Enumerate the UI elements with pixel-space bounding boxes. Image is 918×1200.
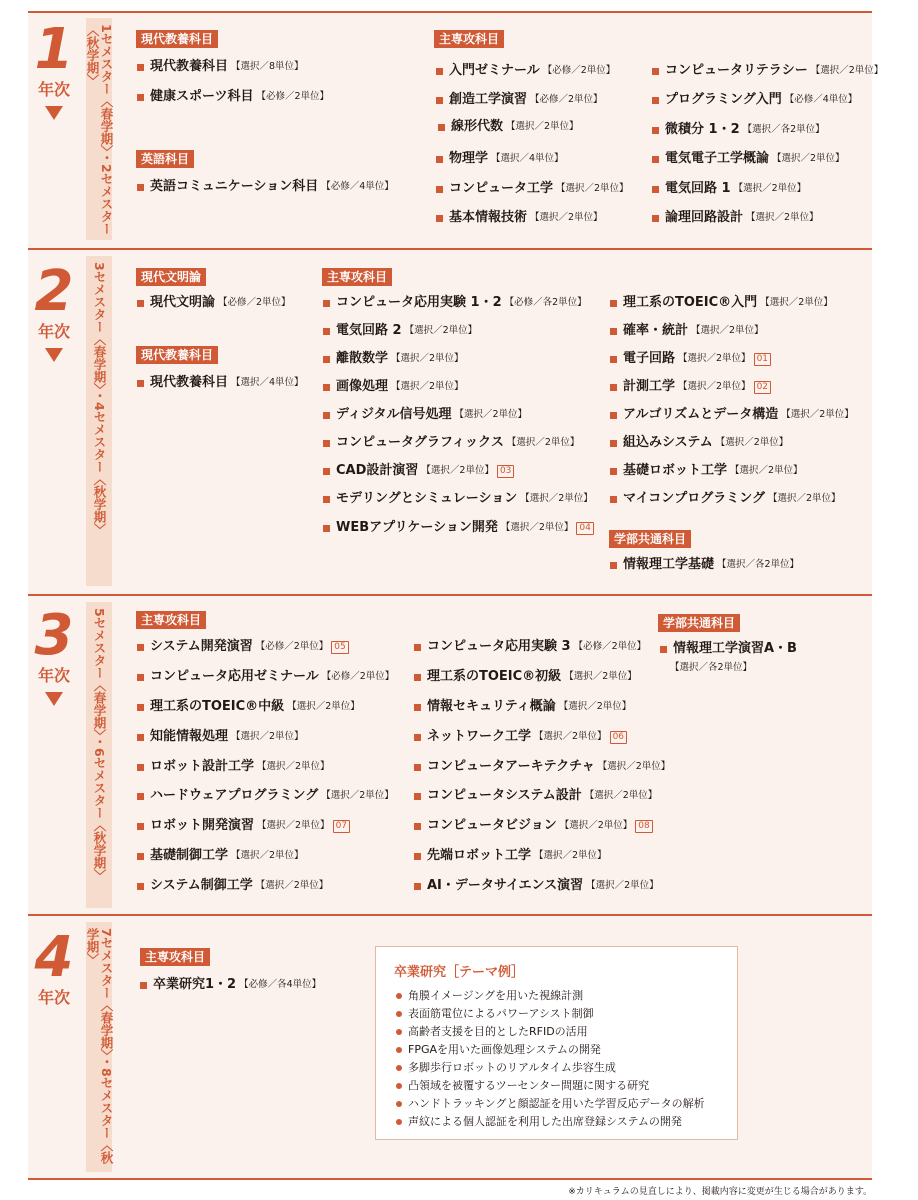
- course-item: モデリングとシミュレーション 【選択／2単位】: [323, 490, 593, 508]
- course-item: ディジタル信号処理 【選択／2単位】: [323, 406, 527, 424]
- list-item: 表面筋電位によるパワーアシスト制御: [396, 1005, 705, 1023]
- course-item: 基礎制御工学 【選択／2単位】: [137, 847, 304, 865]
- course-item: WEBアプリケーション開発 【選択／2単位】 04: [323, 519, 594, 537]
- page-ref-badge: 06: [610, 731, 627, 744]
- course-item: 健康スポーツ科目 【必修／2単位】: [137, 88, 329, 106]
- course-item: プログラミング入門 【必修／4単位】: [652, 91, 857, 109]
- page-ref-badge: 07: [333, 820, 350, 833]
- year-number-3: 3 年次: [32, 608, 76, 706]
- course-item: 画像処理 【選択／2単位】: [323, 378, 464, 396]
- category-tag: 学部共通科目: [609, 530, 691, 548]
- course-item: 現代教養科目 【選択／8単位】: [137, 58, 304, 76]
- course-item: 先端ロボット工学 【選択／2単位】: [414, 847, 607, 865]
- page-ref-badge: 03: [497, 465, 514, 478]
- course-item: 現代文明論 【必修／2単位】: [137, 294, 291, 312]
- category-tag: 現代教養科目: [136, 346, 218, 364]
- footnote: ※カリキュラムの見直しにより、掲載内容に変更が生じる場合があります。: [568, 1187, 872, 1197]
- course-item: 電子回路 【選択／2単位】 01: [610, 350, 771, 368]
- category-tag: 現代文明論: [136, 268, 206, 286]
- course-item: 情報理工学演習A・B: [660, 640, 797, 658]
- category-tag: 現代教養科目: [136, 30, 218, 48]
- course-item: 微積分 1・2 【選択／各2単位】: [652, 121, 825, 139]
- course-item: 入門ゼミナール 【必修／2単位】: [436, 62, 615, 80]
- category-tag: 主専攻科目: [136, 611, 206, 629]
- course-item: 電気回路 2 【選択／2単位】: [323, 322, 477, 340]
- course-item: 論理回路設計 【選択／2単位】: [652, 209, 819, 227]
- list-item: 角膜イメージングを用いた視線計測: [396, 987, 705, 1005]
- category-tag: 英語科目: [136, 150, 194, 168]
- divider: [28, 914, 872, 916]
- course-item: 情報セキュリティ概論 【選択／2単位】: [414, 698, 631, 716]
- course-item: AI・データサイエンス演習 【選択／2単位】: [414, 877, 659, 895]
- semester-label: 7セメスター〈春学期〉・8セメスター〈秋学期〉: [86, 922, 112, 1172]
- course-item: コンピュータ応用実験 1・2 【必修／各2単位】: [323, 294, 587, 312]
- course-item: コンピュータビジョン 【選択／2単位】 08: [414, 817, 653, 835]
- list-item: 高齢者支援を目的としたRFIDの活用: [396, 1023, 705, 1041]
- page-ref-badge: 04: [576, 522, 593, 535]
- down-arrow-icon: [45, 348, 63, 362]
- course-item: 知能情報処理 【選択／2単位】: [137, 728, 304, 746]
- down-arrow-icon: [45, 692, 63, 706]
- divider: [28, 594, 872, 596]
- year-number-2: 2 年次: [32, 264, 76, 362]
- course-item: ロボット開発演習 【選択／2単位】 07: [137, 817, 350, 835]
- semester-label: 3セメスター〈春学期〉・4セメスター〈秋学期〉: [86, 256, 112, 586]
- course-item: 離散数学 【選択／2単位】: [323, 350, 464, 368]
- course-item: システム開発演習 【必修／2単位】 05: [137, 638, 349, 656]
- page-ref-badge: 01: [754, 353, 771, 366]
- course-item: ハードウェアプログラミング 【選択／2単位】: [137, 787, 394, 805]
- course-item: 組込みシステム 【選択／2単位】: [610, 434, 788, 452]
- course-item: コンピュータシステム設計 【選択／2単位】: [414, 787, 657, 805]
- semester-label: 1セメスター〈春学期〉・2セメスター〈秋学期〉: [86, 18, 112, 240]
- page-ref-badge: 05: [331, 641, 348, 654]
- course-item: 創造工学演習 【必修／2単位】: [436, 91, 603, 109]
- course-item: 線形代数 【選択／2単位】: [438, 118, 579, 136]
- course-item: CAD設計演習 【選択／2単位】 03: [323, 462, 514, 480]
- course-item: 確率・統計 【選択／2単位】: [610, 322, 764, 340]
- divider: [28, 1178, 872, 1180]
- page-ref-badge: 08: [635, 820, 652, 833]
- divider: [28, 248, 872, 250]
- course-item: コンピュータ応用ゼミナール 【必修／2単位】: [137, 668, 394, 686]
- course-item: 現代教養科目 【選択／4単位】: [137, 374, 304, 392]
- category-tag: 主専攻科目: [322, 268, 392, 286]
- course-item: 電気回路 1 【選択／2単位】: [652, 180, 806, 198]
- course-item: 基本情報技術 【選択／2単位】: [436, 209, 603, 227]
- thesis-theme-title: 卒業研究［テーマ例］: [394, 965, 525, 980]
- course-item: 基礎ロボット工学 【選択／2単位】: [610, 462, 803, 480]
- list-item: 多脚歩行ロボットのリアルタイム歩容生成: [396, 1059, 705, 1077]
- course-item: 理工系のTOEIC®中級 【選択／2単位】: [137, 698, 360, 716]
- course-item: ロボット設計工学 【選択／2単位】: [137, 758, 330, 776]
- thesis-theme-box: [375, 946, 738, 1140]
- course-item: コンピュータ工学 【選択／2単位】: [436, 180, 629, 198]
- down-arrow-icon: [45, 106, 63, 120]
- list-item: ハンドトラッキングと顔認証を用いた学習反応データの解析: [396, 1095, 705, 1113]
- category-tag: 主専攻科目: [140, 948, 210, 966]
- course-item: コンピュータアーキテクチャ 【選択／2単位】: [414, 758, 670, 776]
- course-detail: 【選択／各2単位】: [670, 662, 753, 673]
- course-item: 理工系のTOEIC®初級 【選択／2単位】: [414, 668, 637, 686]
- course-item: 英語コミュニケーション科目 【必修／4単位】: [137, 178, 394, 196]
- course-item: コンピュータ応用実験 3 【必修／2単位】: [414, 638, 646, 656]
- course-item: コンピュータリテラシー 【選択／2単位】: [652, 62, 883, 80]
- course-item: 物理学 【選択／4単位】: [436, 150, 564, 168]
- semester-label: 5セメスター〈春学期〉・6セメスター〈秋学期〉: [86, 602, 112, 908]
- year-number-1: 1 年次: [32, 22, 76, 120]
- course-item: 電気電子工学概論 【選択／2単位】: [652, 150, 845, 168]
- page-ref-badge: 02: [754, 381, 771, 394]
- divider: [28, 11, 872, 13]
- course-item: 計測工学 【選択／2単位】 02: [610, 378, 771, 396]
- list-item: 声紋による個人認証を利用した出席登録システムの開発: [396, 1113, 705, 1131]
- course-item: マイコンプログラミング 【選択／2単位】: [610, 490, 841, 508]
- category-tag: 主専攻科目: [434, 30, 504, 48]
- list-item: 凸領域を被覆するツーセンター問題に関する研究: [396, 1077, 705, 1095]
- category-tag: 学部共通科目: [658, 614, 740, 632]
- course-item: ネットワーク工学 【選択／2単位】 06: [414, 728, 627, 746]
- course-item: アルゴリズムとデータ構造 【選択／2単位】: [610, 406, 854, 424]
- course-item: 情報理工学基礎 【選択／各2単位】: [610, 556, 799, 574]
- course-item: 卒業研究1・2 【必修／各4単位】: [140, 976, 321, 994]
- thesis-theme-list: [396, 987, 705, 1131]
- course-item: コンピュータグラフィックス 【選択／2単位】: [323, 434, 579, 452]
- list-item: FPGAを用いた画像処理システムの開発: [396, 1041, 705, 1059]
- course-item: 理工系のTOEIC®入門 【選択／2単位】: [610, 294, 833, 312]
- year-number-4: 4 年次: [34, 925, 74, 1007]
- course-item: システム制御工学 【選択／2単位】: [137, 877, 328, 895]
